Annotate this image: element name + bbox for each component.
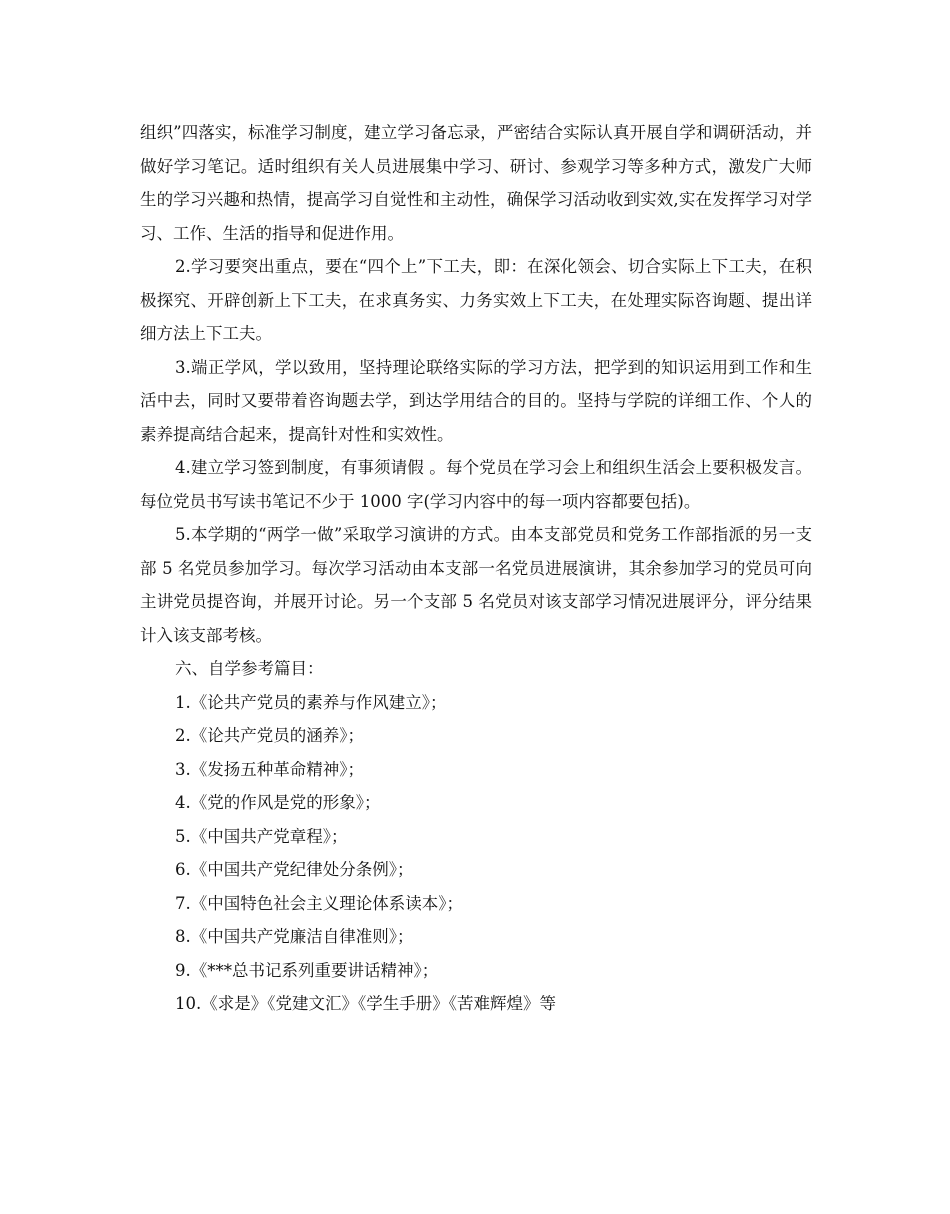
reading-list-item: 6.《中国共产党纪律处分条例》； xyxy=(175,860,414,879)
reading-list-item: 7.《中国特色社会主义理论体系读本》； xyxy=(175,893,463,913)
reading-list-item: 5.《中国共产党章程》； xyxy=(175,826,348,846)
reading-list xyxy=(140,686,812,1021)
reading-list-item: 9.《***总书记系列重要讲话精神》； xyxy=(175,960,439,980)
reading-list-item: 8.《中国共产党廉洁自律准则》； xyxy=(175,927,414,946)
reading-list-item: 1.《论共产党员的素养与作风建立》； xyxy=(175,692,447,712)
reading-section-heading: 六、自学参考篇目： xyxy=(175,659,324,678)
paragraph-item-2: 2.学习要突出重点，要在“四个上”下工夫，即：在深化领会、切合实际上下工夫，在积极探究、开辟创新上下工夫，在求真务实、力务实效上下工夫，在处理实际咨询题、提出详细方法上下工夫。 xyxy=(140,257,812,343)
document-body xyxy=(140,116,812,1021)
paragraph-item-5: 5.本学期的“两学一做”采取学习演讲的方式。由本支部党员和党务工作部指派的另一支部 5 名党员参加学习。每次学习活动由本支部一名党员进展演讲，其余参加学习的党员可向主讲党员提咨询，并展开讨论。另一个支部 5 名党员对该支部学习情况进展评分，评分结果计入该支部考核。 xyxy=(140,525,812,645)
reading-list-item: 3.《发扬五种革命精神》； xyxy=(175,759,364,779)
paragraph-continuation: 组织”四落实，标准学习制度，建立学习备忘录，严密结合实际认真开展自学和调研活动，并做好学习笔记。适时组织有关人员进展集中学习、研讨、参观学习等多种方式，激发广大师生的学习兴趣和热情，提高学习自觉性和主动性，确保学习活动收到实效,实在发挥学习对学习、工作、生活的指导和促进作用。 xyxy=(140,123,812,243)
reading-list-item: 10.《求是》《党建文汇》《学生手册》《苦难辉煌》等 xyxy=(175,994,556,1013)
reading-list-item: 2.《论共产党员的涵养》； xyxy=(175,726,364,745)
paragraph-item-4: 4.建立学习签到制度，有事须请假 。每个党员在学习会上和组织生活会上要积极发言。每位党员书写读书笔记不少于 1000 字(学习内容中的每一项内容都要包括)。 xyxy=(140,458,812,511)
reading-list-item: 4.《党的作风是党的形象》； xyxy=(175,793,381,812)
paragraph-item-3: 3.端正学风，学以致用，坚持理论联络实际的学习方法，把学到的知识运用到工作和生活中去，同时又要带着咨询题去学，到达学用结合的目的。坚持与学院的详细工作、个人的素养提高结合起来，提高针对性和实效性。 xyxy=(140,357,812,444)
